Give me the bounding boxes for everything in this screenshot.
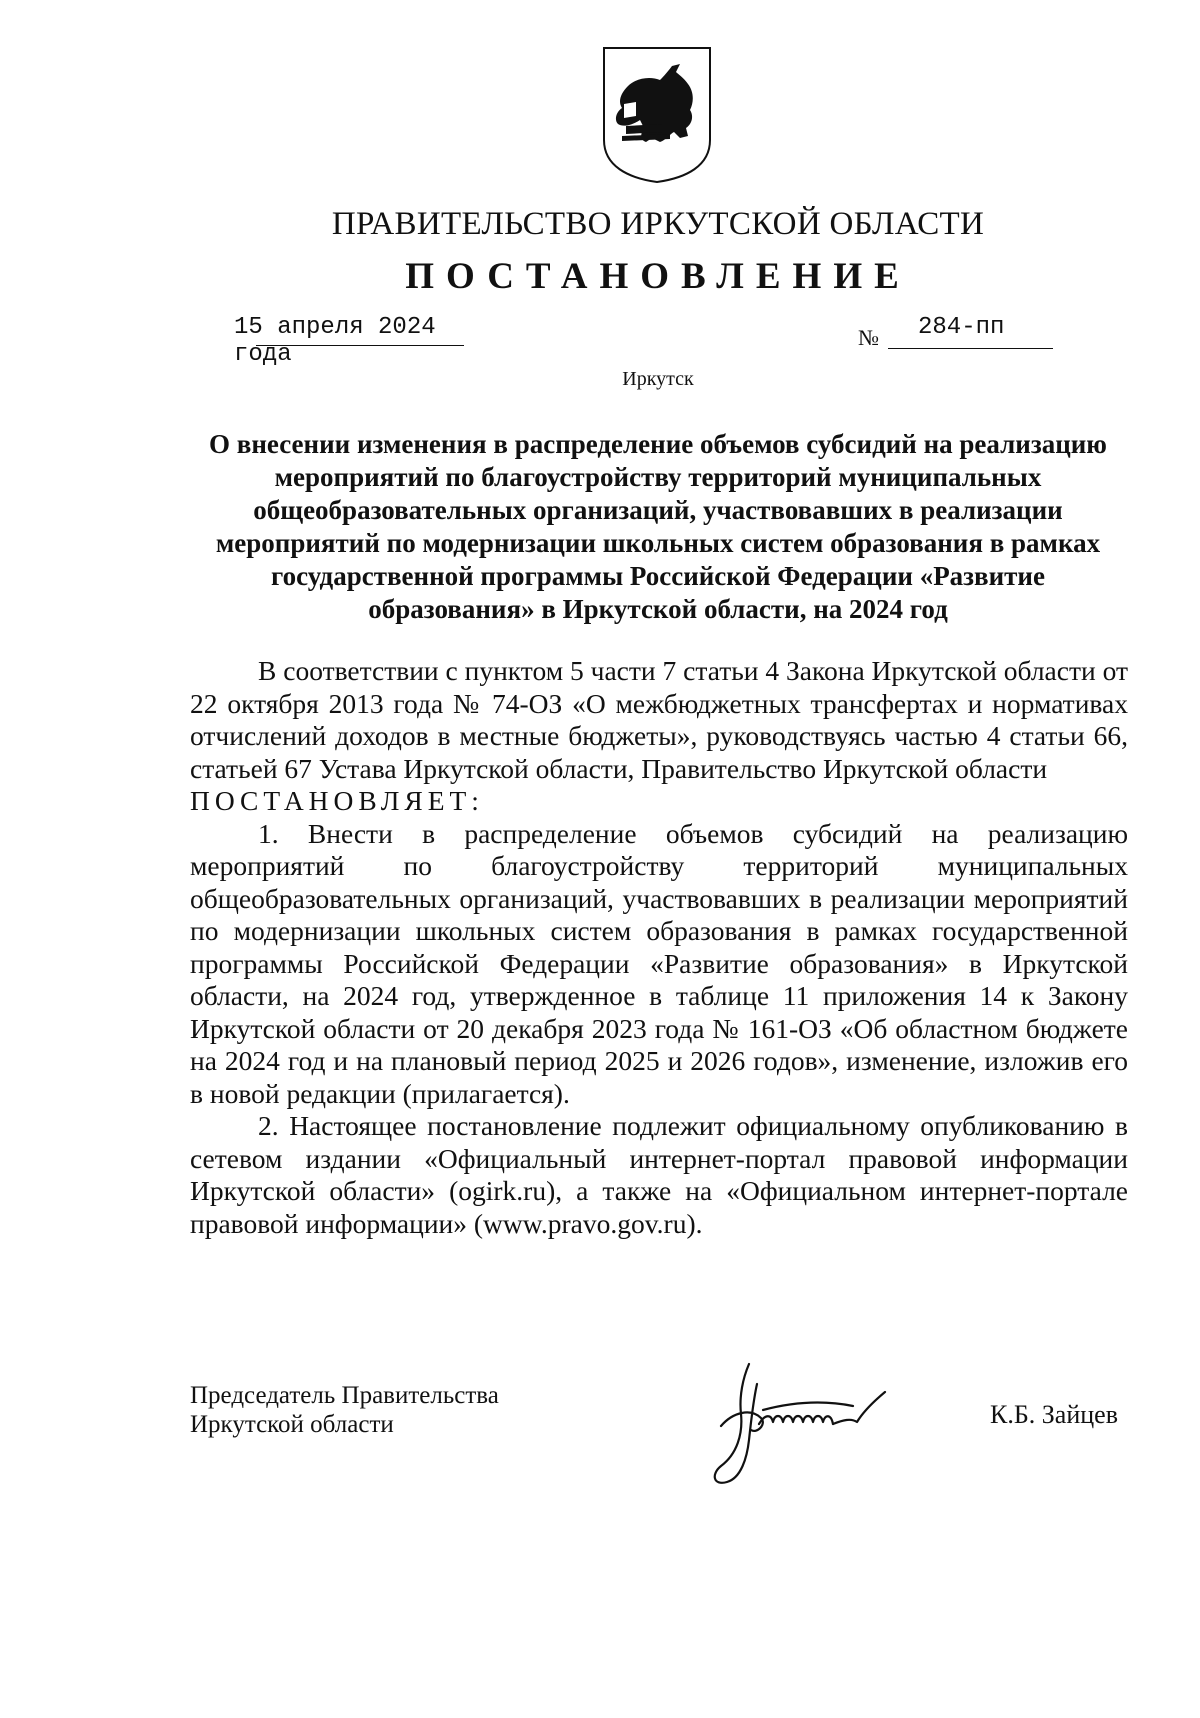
decree-word: ПОСТАНОВЛЯЕТ: [190,785,484,816]
irkutsk-coat-of-arms-icon [600,44,714,184]
preamble-paragraph: В соответствии с пунктом 5 части 7 статьи 4 Закона Иркутской области от 22 октября 2013 года № 74-ОЗ «О межбюджетных трансфертах и нормативах отчислений доходов в местные бюджеты», руководствуясь частью 4 статьи 66, статьей 67 Устава Иркутской области, Правительство Иркутской области [190,655,1128,784]
signatory-position-line-2: Иркутской области [190,1411,394,1438]
document-number: 284-пп [918,314,1005,341]
signatory-position-line-1: Председатель Правительства [190,1382,499,1409]
handwritten-signature-icon [703,1362,971,1490]
document-subject: О внесении изменения в распределение объемов субсидий на реализацию мероприятий по благоустройству территорий муниципальных общеобразовательных организаций, участвовавших в реализации мероприятий по модернизации школьных систем образования в рамках государственной программы Российской Федерации «Развитие образования» в Иркутской области, на 2024 год [209,429,1107,624]
number-underline [888,348,1053,349]
clause-1-paragraph: 1. Внести в распределение объемов субсидий на реализацию мероприятий по благоустройству территорий муниципальных общеобразовательных организаций, участвовавших в реализации мероприятий по модернизации школьных систем образования в рамках государственной программы Российской Федерации «Развитие образования» в Иркутской области, на 2024 год, утвержденное в таблице 11 приложения 14 к Закону Иркутской области от 20 декабря 2023 года № 161-ОЗ «Об областном бюджете на 2024 год и на плановый период 2025 и 2026 годов», изменение, изложив его в новой редакции (прилагается). [190,817,1128,1109]
number-sign: № [858,325,879,350]
document-type-heading: ПОСТАНОВЛЕНИЕ [405,256,911,297]
government-title: ПРАВИТЕЛЬСТВО ИРКУТСКОЙ ОБЛАСТИ [331,206,985,242]
date-underline [256,345,464,346]
document-date [234,314,466,368]
document-body [190,655,1128,1240]
city-label: Иркутск [622,368,694,390]
signatory-name: К.Б. Зайцев [990,1400,1118,1429]
clause-2-paragraph: 2. Настоящее постановление подлежит официальному опубликованию в сетевом издании «Официальный интернет-портал правовой информации Иркутской области» (ogirk.ru), а также на «Официальном интернет-портале правовой информации» (www.pravo.gov.ru). [190,1110,1128,1239]
signatory-position [190,1381,499,1439]
document-date-text: 15 апреля 2024 года [234,314,436,368]
